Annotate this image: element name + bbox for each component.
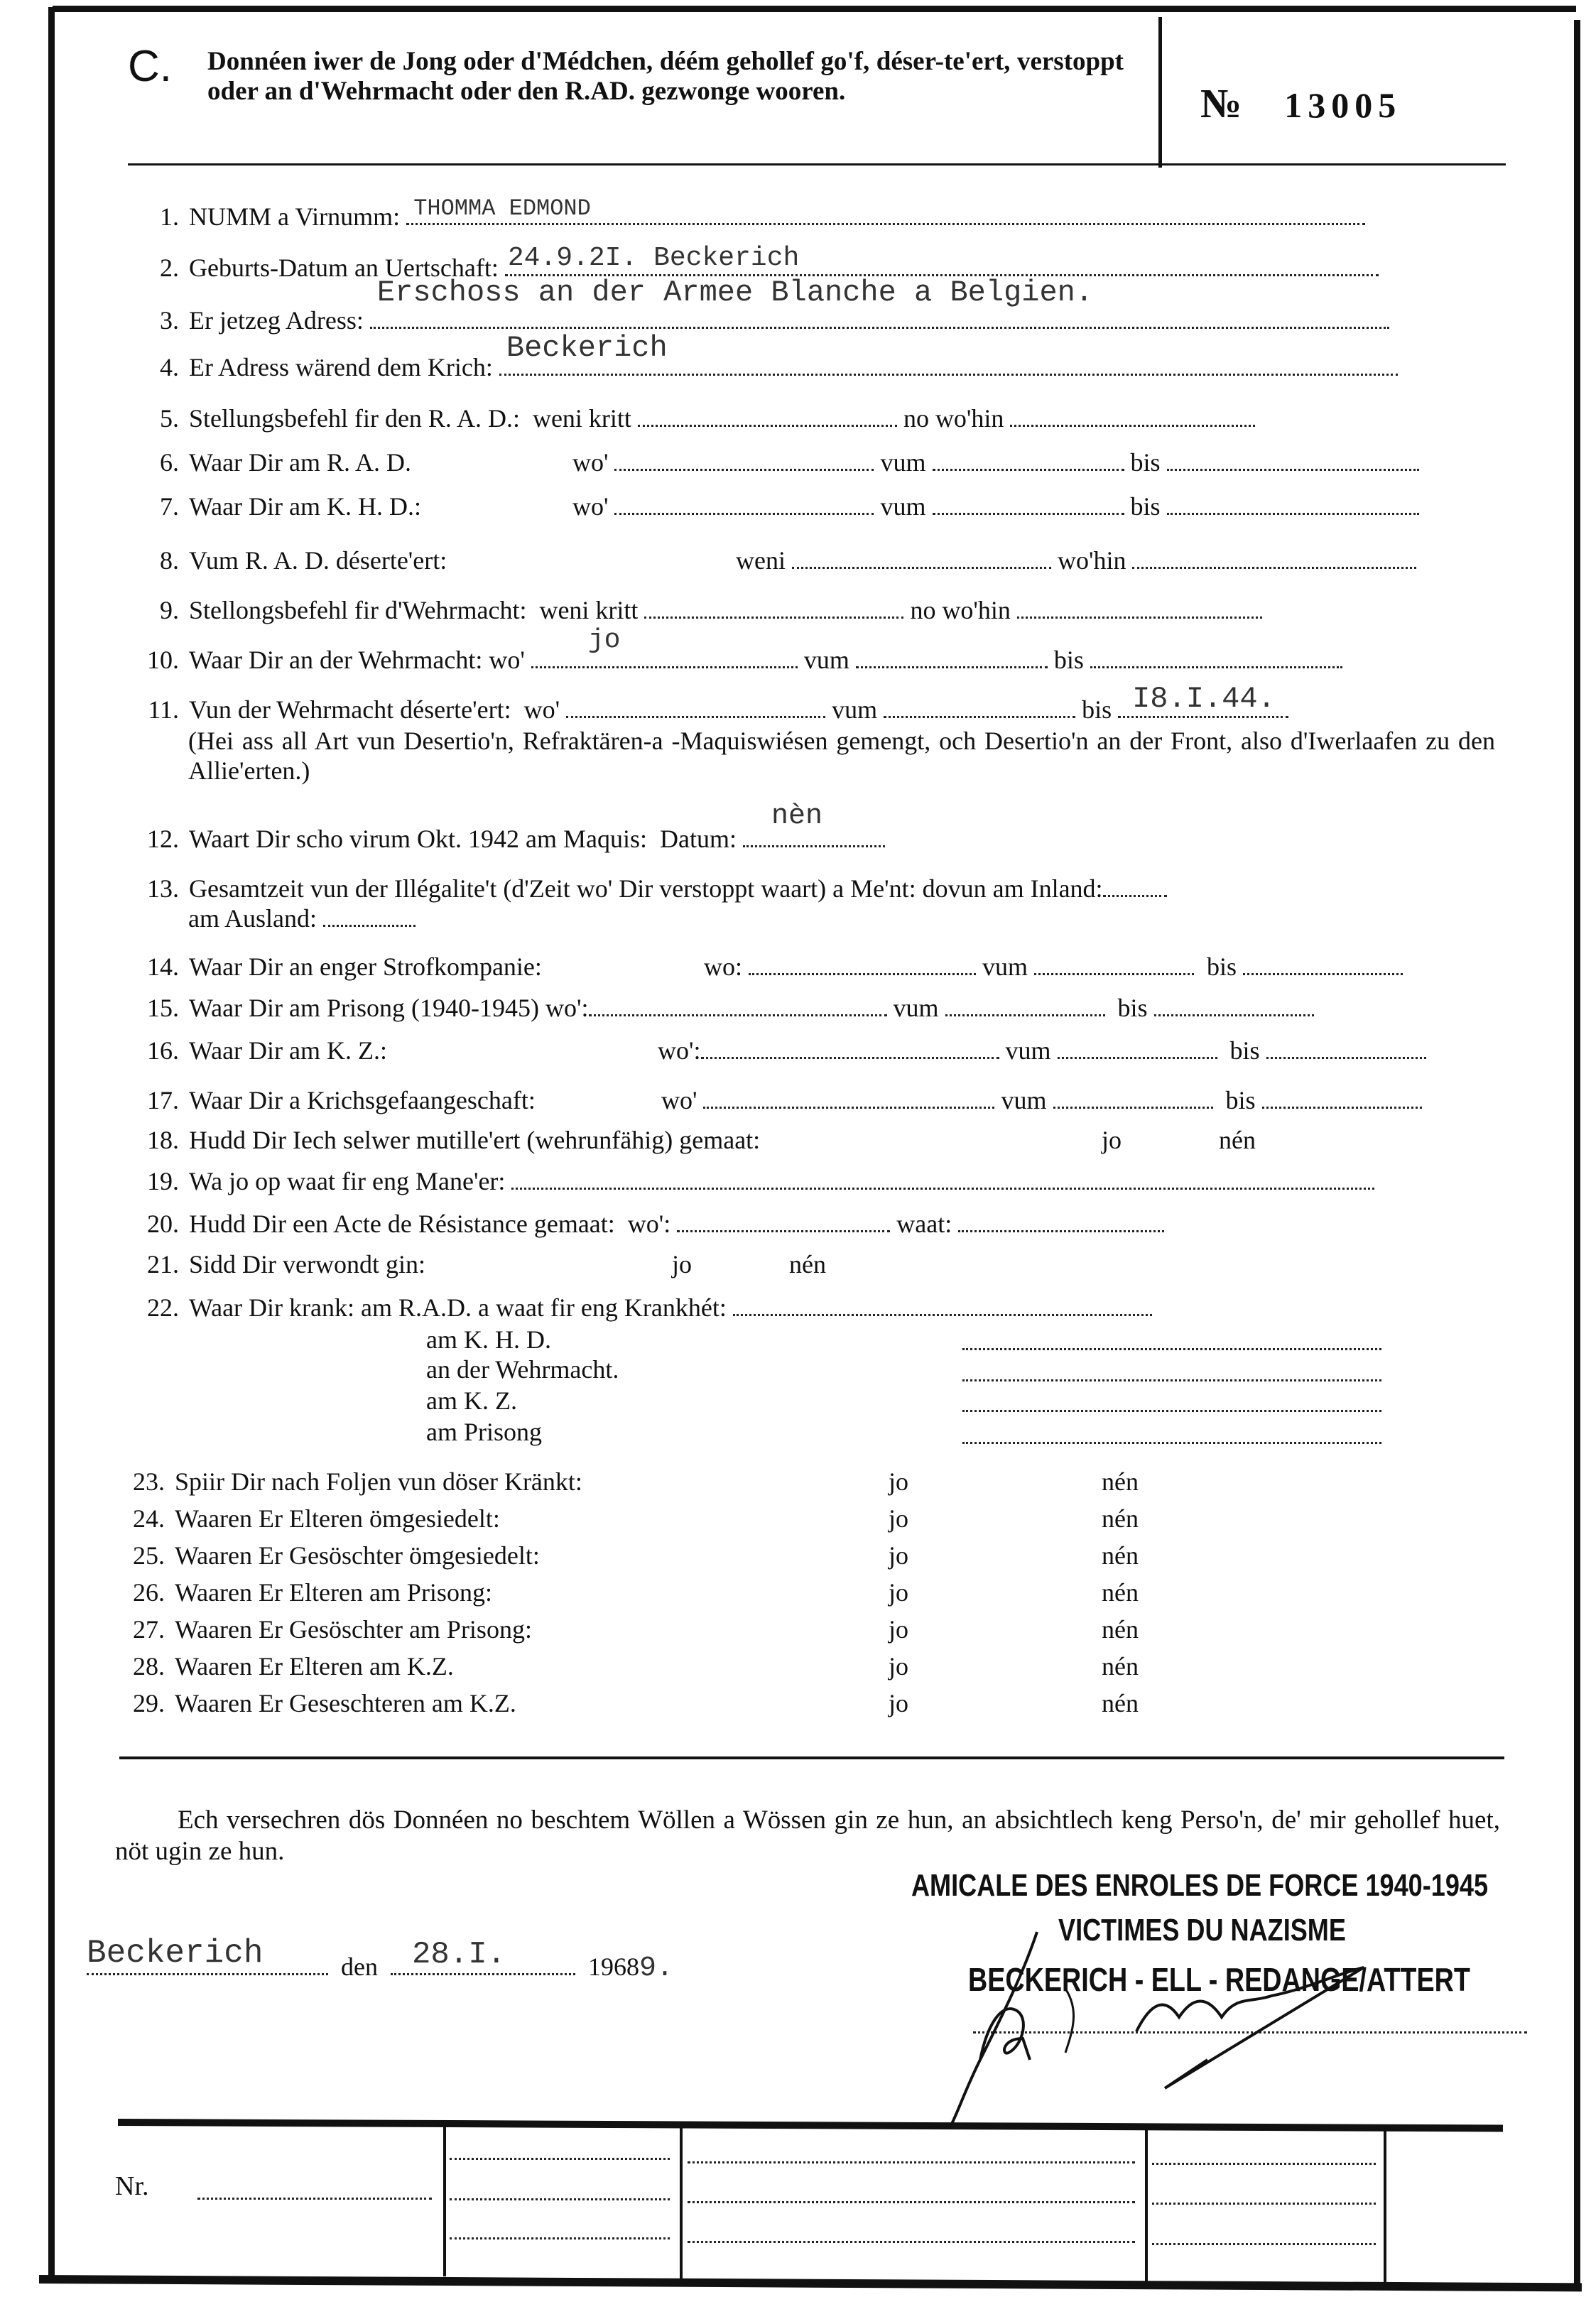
field-row-1 xyxy=(135,195,1365,231)
field-label: Waaren Er Gesöschter am Prisong: xyxy=(175,1615,532,1644)
illness-sublabel-wehrmacht: an der Wehrmacht. xyxy=(426,1355,619,1384)
field-row-12 xyxy=(135,800,885,853)
field-row-14 xyxy=(135,952,1403,981)
field-row-18 xyxy=(135,1126,1256,1154)
penal-company-from-field[interactable] xyxy=(1034,952,1194,975)
field-label: Waar Dir am K. Z.: xyxy=(189,1036,387,1065)
field-label: Waar Dir krank: am R.A.D. a waat fir eng Krankhét: xyxy=(189,1293,727,1322)
footer-cell-field[interactable] xyxy=(450,2158,670,2160)
year-suffix: 9. xyxy=(639,1953,673,1984)
field-sublabel: waat: xyxy=(896,1210,952,1238)
wehrmacht-until-field[interactable] xyxy=(1090,645,1342,668)
mutilation-manner-field[interactable] xyxy=(511,1166,1374,1190)
no-option[interactable]: nén xyxy=(1102,1467,1139,1496)
pow-from-field[interactable] xyxy=(1053,1085,1213,1109)
field-label: Waaren Er Elteren am Prisong: xyxy=(175,1578,492,1607)
field-sublabel: vum xyxy=(880,448,926,477)
declaration-text: Ech versechren dös Donnéen no beschtem Wöllen a Wössen gin ze hun, an absichtlech keng Perso'n, de' mir gehollef huet, nöt ugin ze hun. xyxy=(115,1806,1500,1866)
yes-option[interactable]: jo xyxy=(889,1689,909,1717)
field-number: 14. xyxy=(147,952,179,981)
section-separator xyxy=(119,1756,1504,1759)
wehrmacht-order-date-field[interactable] xyxy=(644,595,903,619)
field-number: 16. xyxy=(147,1036,179,1065)
field-number: 17. xyxy=(147,1086,179,1114)
field-row-19 xyxy=(135,1166,1374,1195)
place-date-line xyxy=(87,1935,673,1984)
kz-until-field[interactable] xyxy=(1266,1036,1426,1059)
field-number: 3. xyxy=(160,306,179,335)
penal-company-where-field[interactable] xyxy=(749,952,976,975)
wartime-address-field[interactable] xyxy=(499,331,1398,376)
field-sublabel: bis xyxy=(1130,492,1161,521)
illness-rad-field[interactable] xyxy=(733,1293,1152,1316)
footer-cell-field[interactable] xyxy=(1152,2163,1376,2165)
date-value: 28.I. xyxy=(411,1937,506,1972)
field-sublabel: weni kritt xyxy=(539,596,639,624)
field-row-29 xyxy=(121,1689,1139,1717)
field-sublabel: vum xyxy=(982,952,1028,981)
desertion-until-value: I8.I.44. xyxy=(1132,682,1276,716)
illegality-inland-field[interactable] xyxy=(1103,874,1167,897)
field-row-3 xyxy=(135,276,1389,335)
field-number: 10. xyxy=(147,646,179,674)
footer-cell-field[interactable] xyxy=(688,2241,1135,2243)
field-number: 12. xyxy=(147,825,179,853)
field-number: 19. xyxy=(147,1167,179,1195)
field-sublabel: bis xyxy=(1207,952,1237,981)
footer-table-divider xyxy=(1145,2129,1148,2281)
khd-where-field[interactable] xyxy=(614,492,874,515)
no-option[interactable]: nén xyxy=(1102,1652,1139,1680)
field-sublabel: wo' xyxy=(523,695,560,724)
field-label: Waart Dir scho virum Okt. 1942 am Maquis: xyxy=(189,825,647,853)
pow-until-field[interactable] xyxy=(1262,1085,1422,1109)
rad-desertion-date-field[interactable] xyxy=(792,545,1051,569)
stamp-line-1: AMICALE DES ENROLES DE FORCE 1940-1945 xyxy=(911,1868,1489,1903)
field-number: 29. xyxy=(133,1689,165,1717)
field-sublabel: wo' xyxy=(661,1086,697,1114)
footer-cell-field[interactable] xyxy=(450,2198,670,2200)
field-label: Waar Dir am Prisong (1940-1945) xyxy=(189,994,539,1022)
wehrmacht-where-field[interactable] xyxy=(531,625,798,668)
field-number: 27. xyxy=(133,1615,165,1644)
no-option[interactable]: nén xyxy=(1102,1578,1139,1607)
no-option[interactable]: nén xyxy=(789,1250,826,1278)
yes-option[interactable]: jo xyxy=(889,1578,909,1607)
field-sublabel: wo'hin xyxy=(1057,546,1126,575)
footer-cell-field[interactable] xyxy=(688,2161,1135,2163)
footer-cell-field[interactable] xyxy=(1152,2203,1376,2205)
form-number-value: 13005 xyxy=(1284,85,1402,125)
field-row-10 xyxy=(135,625,1342,674)
section-letter: C. xyxy=(128,42,172,91)
footer-cell-field[interactable] xyxy=(688,2201,1135,2203)
current-address-value: Erschoss an der Armee Blanche a Belgien. xyxy=(376,276,1094,310)
field-number: 21. xyxy=(147,1250,179,1278)
den-label: den xyxy=(341,1953,378,1981)
field-label: Hudd Dir een Acte de Résistance gemaat: xyxy=(189,1210,615,1238)
rad-where-field[interactable] xyxy=(614,447,874,471)
field-label: Vum R. A. D. déserte'ert: xyxy=(189,546,447,575)
no-option[interactable]: nén xyxy=(1102,1541,1139,1570)
wehrmacht-order-destination-field[interactable] xyxy=(1017,595,1262,619)
field-row-28 xyxy=(121,1652,1139,1680)
field-row-24 xyxy=(121,1504,1139,1533)
field-number: 26. xyxy=(133,1578,165,1607)
field-row-15 xyxy=(135,993,1314,1022)
illness-kz-field[interactable] xyxy=(962,1410,1381,1412)
field-sublabel: bis xyxy=(1229,1036,1260,1065)
field-sublabel: wo' xyxy=(572,492,609,521)
footer-table-divider xyxy=(680,2126,683,2279)
desertion-until-field[interactable] xyxy=(1118,682,1288,718)
field-label: Spiir Dir nach Foljen vun döser Kränkt: xyxy=(175,1467,582,1496)
yes-option[interactable]: jo xyxy=(889,1504,909,1533)
kz-where-field[interactable] xyxy=(701,1036,999,1059)
field-label: Waaren Er Elteren am K.Z. xyxy=(175,1652,454,1680)
field-row-21 xyxy=(135,1250,826,1278)
birth-field[interactable] xyxy=(505,243,1379,276)
desertion-where-field[interactable] xyxy=(566,695,825,718)
maquis-date-field[interactable] xyxy=(743,800,885,847)
birth-value: 24.9.2I. Beckerich xyxy=(507,243,800,273)
field-label: Waaren Er Geseschteren am K.Z. xyxy=(175,1689,516,1717)
field-label: Hudd Dir Iech selwer mutille'ert (wehrunfähig) gemaat: xyxy=(189,1126,761,1154)
footer-table-divider xyxy=(443,2124,446,2276)
field-label: Waaren Er Elteren ömgesiedelt: xyxy=(175,1504,500,1533)
footer-cell-field[interactable] xyxy=(450,2237,670,2239)
field-label: Stellongsbefehl fir d'Wehrmacht: xyxy=(189,596,527,624)
field-row-5 xyxy=(135,403,1255,433)
desertion-from-field[interactable] xyxy=(884,695,1075,718)
field-sublabel: wo': xyxy=(658,1036,701,1065)
field-label: Waar Dir an der Wehrmacht: xyxy=(189,646,483,674)
rad-from-field[interactable] xyxy=(933,447,1124,471)
field-sublabel: vum xyxy=(803,646,849,674)
prison-where-field[interactable] xyxy=(589,993,887,1016)
stamp-line-3: BECKERICH - ELL - REDANGE/ATTERT xyxy=(968,1961,1470,1998)
illness-wehrmacht-field[interactable] xyxy=(962,1379,1381,1381)
field-sublabel: Datum: xyxy=(660,825,737,853)
field-row-22 xyxy=(135,1293,1152,1322)
frame-border-right xyxy=(1574,20,1580,2286)
numero-symbol: № xyxy=(1200,80,1242,126)
resistance-what-field[interactable] xyxy=(958,1209,1164,1232)
maquis-date-value: nèn xyxy=(771,800,822,832)
yes-option[interactable]: jo xyxy=(889,1467,909,1496)
footer-cell-field[interactable] xyxy=(1152,2243,1376,2245)
no-option[interactable]: nén xyxy=(1102,1615,1139,1644)
stamp-line-2: VICTIMES DU NAZISME xyxy=(1058,1913,1346,1948)
illness-sublabel-prison: am Prisong xyxy=(426,1418,543,1446)
field-label: NUMM a Virnumm: xyxy=(189,202,401,231)
field-row-8 xyxy=(135,545,1416,575)
field-sublabel: bis xyxy=(1117,994,1148,1022)
wehrmacht-where-value: jo xyxy=(587,625,621,656)
nr-label: Nr. xyxy=(115,2171,149,2201)
penal-company-until-field[interactable] xyxy=(1243,952,1403,975)
khd-from-field[interactable] xyxy=(933,492,1124,515)
field-number: 18. xyxy=(147,1126,179,1154)
field-number: 1. xyxy=(160,202,179,231)
field-number: 13. xyxy=(147,874,179,903)
illness-khd-field[interactable] xyxy=(962,1348,1381,1350)
rad-order-date-field[interactable] xyxy=(638,403,897,427)
no-option[interactable]: nén xyxy=(1102,1504,1139,1533)
field-number: 6. xyxy=(160,448,179,477)
field-number: 22. xyxy=(147,1293,179,1322)
field-label: Waar Dir a Krichsgefaangeschaft: xyxy=(189,1086,536,1114)
field-row-4 xyxy=(135,331,1398,381)
no-option[interactable]: nén xyxy=(1219,1126,1256,1154)
illness-sublabel-khd: am K. H. D. xyxy=(426,1325,551,1354)
header-rule xyxy=(128,163,1506,165)
resistance-where-field[interactable] xyxy=(677,1209,890,1232)
field-label: Sidd Dir verwondt gin: xyxy=(189,1250,425,1278)
field-sublabel: no wo'hin xyxy=(903,404,1004,433)
frame-border-bottom xyxy=(39,2275,1582,2291)
field-sublabel: wo' xyxy=(572,448,609,477)
field-label: Waaren Er Gesöschter ömgesiedelt: xyxy=(175,1541,540,1570)
field-row-25 xyxy=(121,1541,1139,1570)
field-row-9 xyxy=(135,595,1262,624)
prison-from-field[interactable] xyxy=(945,993,1105,1016)
rad-until-field[interactable] xyxy=(1167,447,1419,471)
field-sublabel: wo': xyxy=(627,1210,671,1238)
footer-table-divider xyxy=(1384,2131,1386,2284)
illness-sublabel-kz: am K. Z. xyxy=(426,1386,517,1415)
illness-prison-field[interactable] xyxy=(962,1442,1381,1444)
field-row-13 xyxy=(135,874,1167,903)
field-number: 7. xyxy=(160,492,179,521)
field-row-16 xyxy=(135,1036,1426,1065)
field-row-17 xyxy=(135,1085,1422,1114)
field-sublabel: bis xyxy=(1053,646,1084,674)
field-number: 9. xyxy=(160,596,179,624)
current-address-field[interactable] xyxy=(370,276,1389,329)
form-heading: Donnéen iwer de Jong oder d'Médchen, déém gehollef go'f, déser-te'ert, verstoppt oder an d'Wehrmacht oder den R.AD. gezwonge wooren. xyxy=(207,47,1124,106)
field-sublabel: wo' xyxy=(489,646,525,674)
field-sublabel: vum xyxy=(893,994,939,1022)
field-sublabel: vum xyxy=(832,695,878,724)
date-field[interactable] xyxy=(391,1937,575,1975)
field-row-11 xyxy=(135,682,1288,724)
field-sublabel: am Ausland: xyxy=(188,904,317,933)
field-number: 2. xyxy=(160,254,179,282)
field-number: 5. xyxy=(160,404,179,433)
kz-from-field[interactable] xyxy=(1058,1036,1217,1059)
illegality-abroad-field[interactable] xyxy=(323,903,416,927)
field-row-26 xyxy=(121,1578,1139,1607)
field-label: Gesamtzeit vun der Illégalite't (d'Zeit wo' Dir verstoppt waart) a Me'nt: dovun am Inland: xyxy=(189,874,1103,903)
field-sublabel: bis xyxy=(1130,448,1161,477)
field-sublabel: no wo'hin xyxy=(910,596,1011,624)
rad-desertion-destination-field[interactable] xyxy=(1132,545,1416,569)
nr-field[interactable] xyxy=(197,2198,432,2200)
no-option[interactable]: nén xyxy=(1102,1689,1139,1717)
frame-border-top xyxy=(53,6,1576,12)
yes-option[interactable]: jo xyxy=(889,1615,909,1644)
pow-where-field[interactable] xyxy=(703,1085,994,1109)
field-number: 25. xyxy=(133,1541,165,1570)
field-label: Waar Dir am K. H. D.: xyxy=(189,492,422,521)
field-row-20 xyxy=(135,1209,1164,1238)
field-label: Stellungsbefehl fir den R. A. D.: xyxy=(189,404,520,433)
field-sublabel: vum xyxy=(1005,1036,1051,1065)
field-sublabel: bis xyxy=(1225,1086,1256,1114)
signature-scrawl-icon xyxy=(938,1918,1435,2131)
wartime-address-value: Beckerich xyxy=(506,331,668,365)
field-label: Er Adress wärend dem Krich: xyxy=(189,353,493,381)
yes-option[interactable]: jo xyxy=(889,1652,909,1680)
form-number xyxy=(1200,80,1401,127)
name-value: THOMMA EDMOND xyxy=(413,195,591,222)
field-label: Vun der Wehrmacht déserte'ert: xyxy=(189,695,511,724)
field-row-27 xyxy=(121,1615,1139,1644)
field-row-23 xyxy=(121,1467,1139,1496)
rad-order-destination-field[interactable] xyxy=(1010,403,1255,427)
place-field[interactable] xyxy=(87,1935,328,1975)
field-sublabel: wo: xyxy=(704,952,742,981)
field-sublabel: bis xyxy=(1082,695,1112,724)
yes-option[interactable]: jo xyxy=(672,1250,693,1278)
yes-option[interactable]: jo xyxy=(1102,1126,1122,1154)
field-sublabel: vum xyxy=(1001,1086,1047,1114)
header-divider xyxy=(1158,17,1162,168)
year-prefix: 1968 xyxy=(587,1953,639,1981)
field-sublabel: vum xyxy=(880,492,926,521)
name-field[interactable] xyxy=(406,195,1365,225)
field-sublabel: wo': xyxy=(545,994,589,1022)
field-number: 24. xyxy=(133,1504,165,1533)
field-row-6 xyxy=(135,447,1419,477)
field-label: Waar Dir an enger Strofkompanie: xyxy=(189,952,542,981)
field-row-13-abroad xyxy=(188,903,416,933)
field-number: 4. xyxy=(160,353,179,381)
field-label: Geburts-Datum an Uertschaft: xyxy=(189,254,499,282)
field-label: Waar Dir am R. A. D. xyxy=(189,448,412,477)
field-label: Wa jo op waat fir eng Mane'er: xyxy=(189,1167,506,1195)
prison-until-field[interactable] xyxy=(1154,993,1314,1016)
field-sublabel: weni kritt xyxy=(532,404,631,433)
field-number: 28. xyxy=(133,1652,165,1680)
field-label: Er jetzeg Adress: xyxy=(189,306,364,335)
field-number: 15. xyxy=(147,994,179,1022)
field-sublabel: weni xyxy=(736,546,786,575)
field-row-7 xyxy=(135,492,1419,521)
desertion-note: (Hei ass all Art vun Desertio'n, Refraktären-a -Maquiswiésen gemengt, och Desertio'n an der Front, also d'Iwerlaafen zu den Allie'erten.) xyxy=(188,727,1495,785)
frame-border-left xyxy=(48,7,55,2280)
field-number: 8. xyxy=(160,546,179,575)
khd-until-field[interactable] xyxy=(1167,492,1419,515)
field-number: 11. xyxy=(148,695,179,724)
field-number: 23. xyxy=(133,1467,165,1496)
field-number: 20. xyxy=(147,1210,179,1238)
yes-option[interactable]: jo xyxy=(889,1541,909,1570)
wehrmacht-from-field[interactable] xyxy=(856,645,1048,668)
place-value: Beckerich xyxy=(87,1935,264,1972)
